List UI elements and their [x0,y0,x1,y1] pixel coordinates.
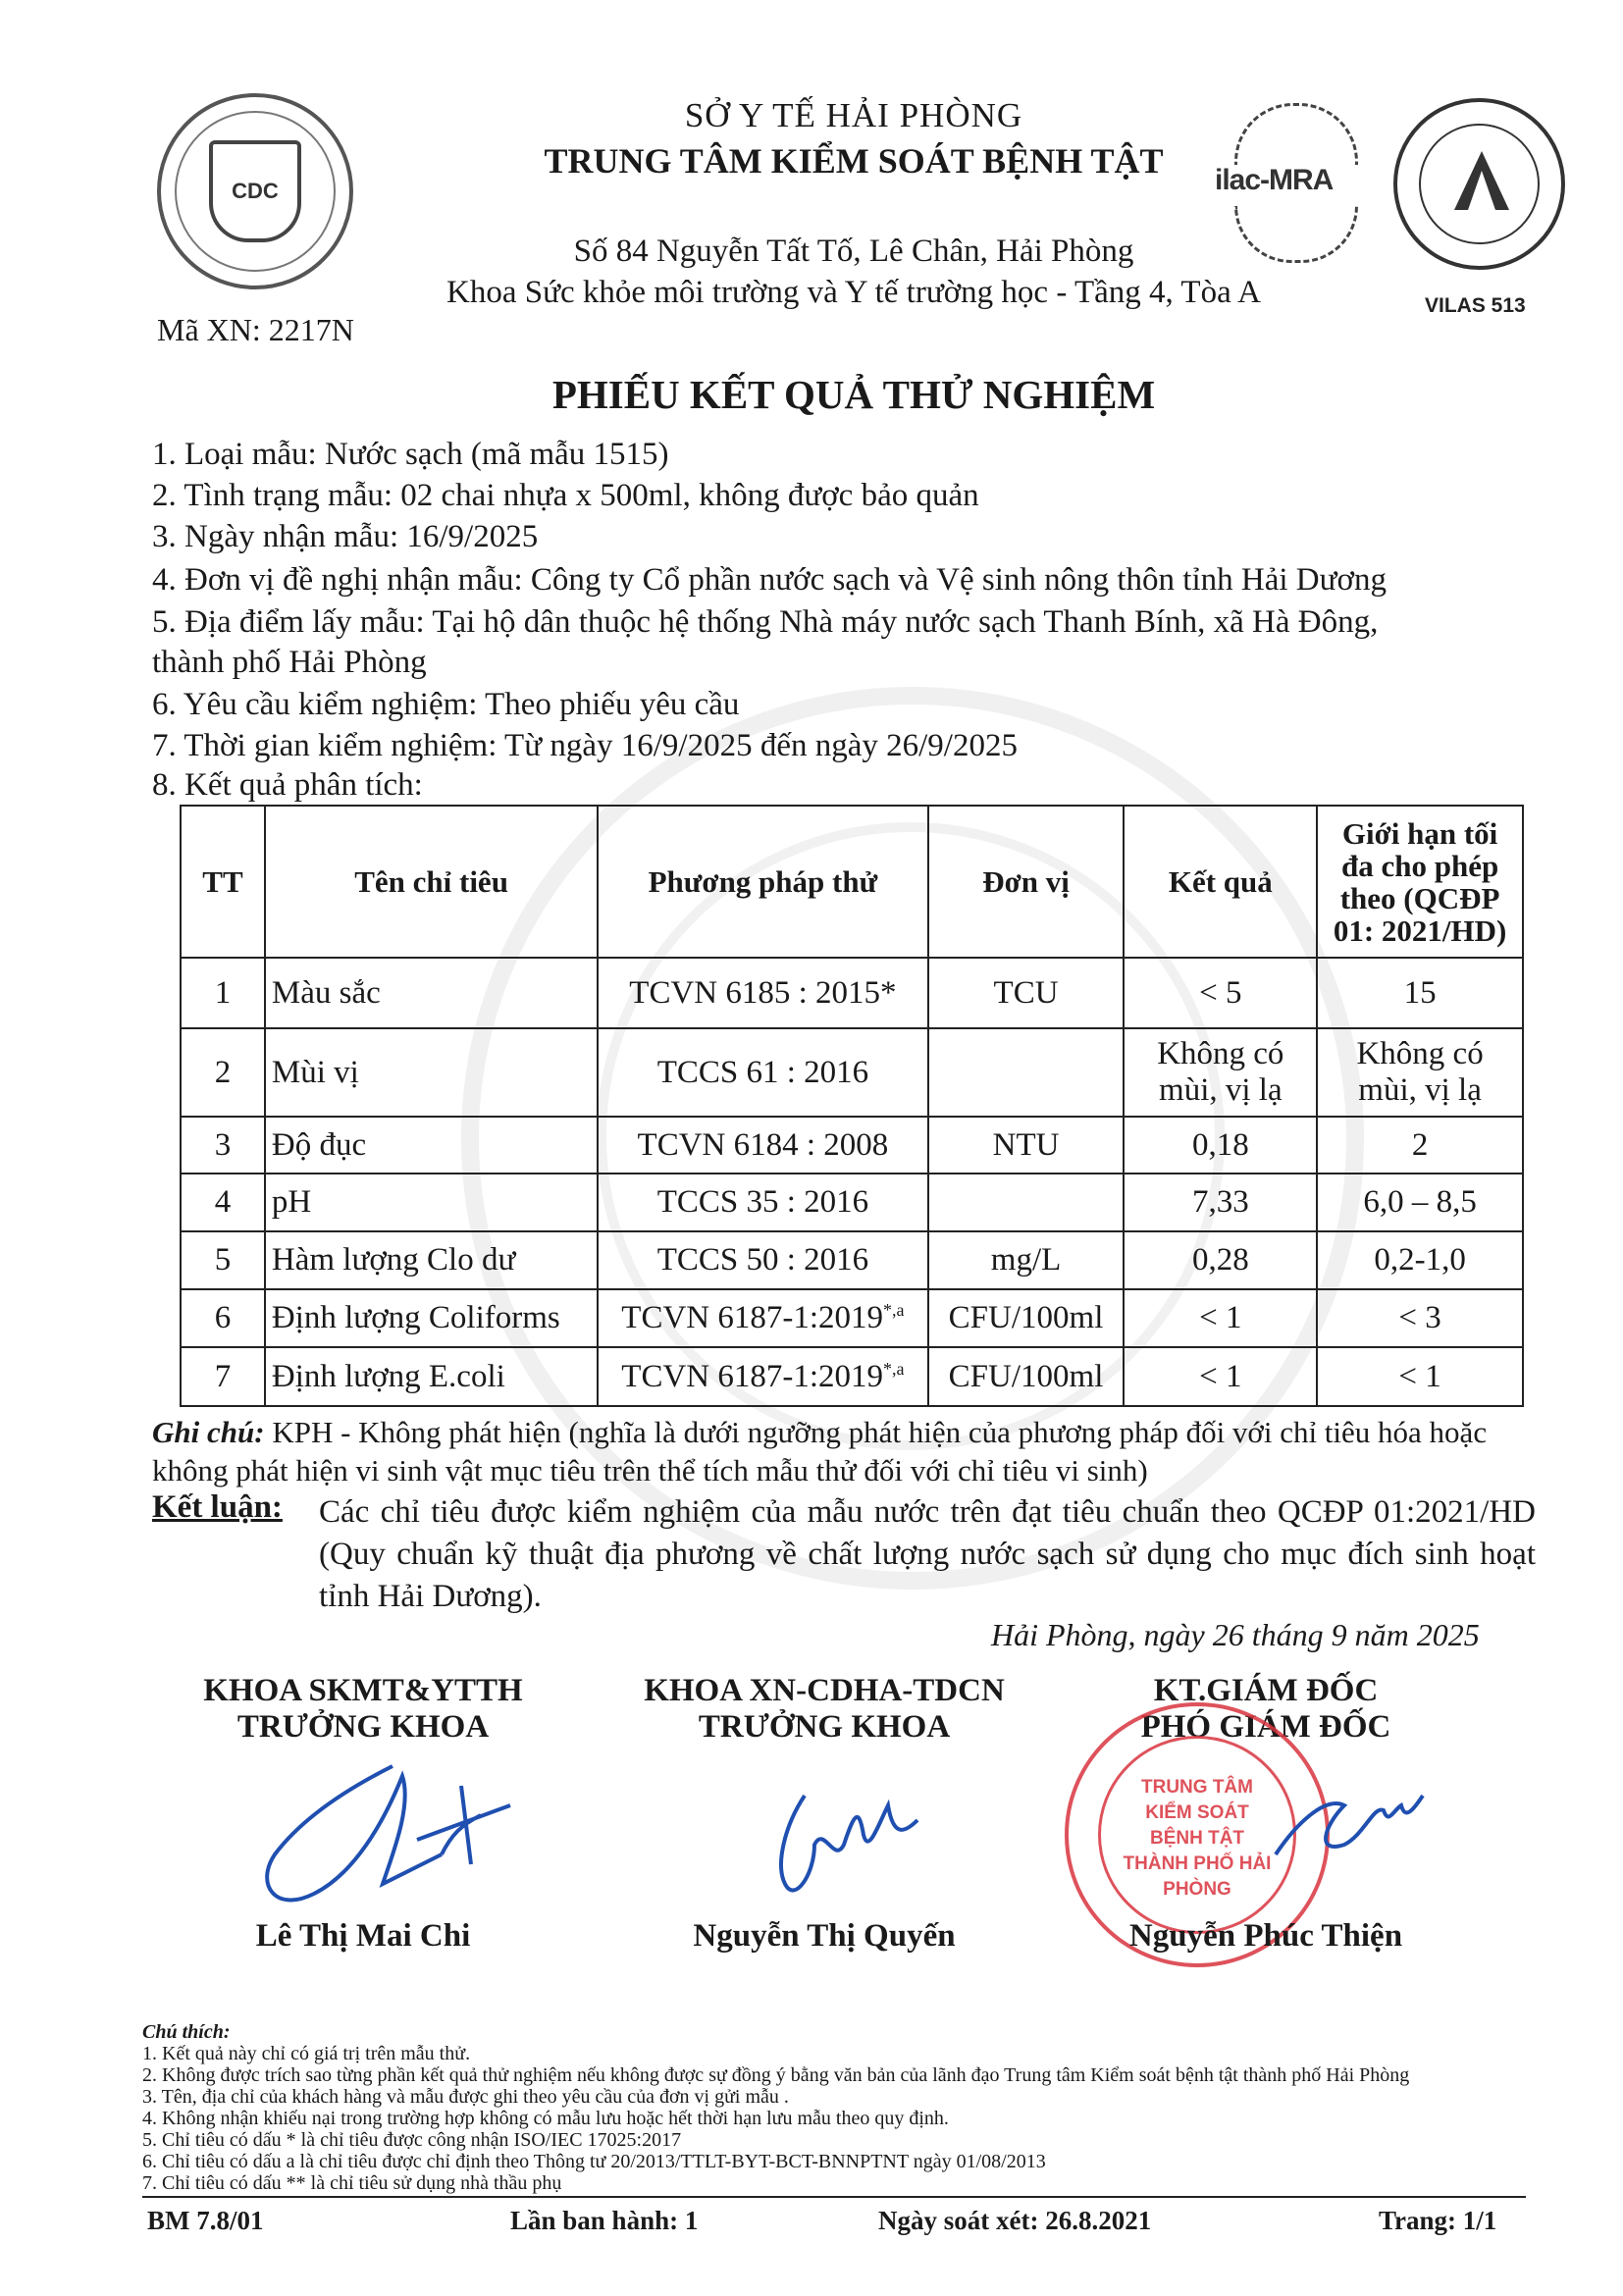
handwritten-signature-2 [746,1766,942,1913]
signature-block-3: KT.GIÁM ĐỐC PHÓ GIÁM ĐỐC [1140,1673,1391,1745]
ilac-mra-logo: ilac-MRA [1205,103,1382,270]
cell-name: Màu sắc [265,958,598,1028]
cell-tt: 1 [181,958,265,1028]
footer-divider [142,2196,1526,2198]
table-row [181,1231,1523,1289]
cell-unit [928,1174,1125,1231]
signatory-name-2: Nguyễn Thị Quyến [693,1918,956,1954]
cell-unit: CFU/100ml [928,1347,1125,1406]
address: Số 84 Nguyễn Tất Tố, Lê Chân, Hải Phòng [573,234,1134,269]
cell-limit: 6,0 – 8,5 [1317,1174,1523,1231]
header-tt: TT [181,806,265,958]
cell-result: < 1 [1124,1347,1317,1406]
document-title: PHIẾU KẾT QUẢ THỬ NGHIỆM [551,372,1156,417]
table-row [181,1028,1523,1117]
conclusion-label: Kết luận: [152,1489,283,1525]
cell-limit: < 1 [1317,1347,1523,1406]
cell-method: TCVN 6185 : 2015* [598,958,927,1028]
results-table [180,805,1524,1407]
footnote-item: 3. Tên, địa chỉ của khách hàng và mẫu được ghi theo yêu cầu của đơn vị gửi mẫu . [142,2086,789,2108]
cell-tt: 3 [181,1117,265,1174]
cell-result: 0,28 [1124,1231,1317,1289]
cell-tt: 2 [181,1028,265,1117]
cell-name: Hàm lượng Clo dư [265,1231,598,1289]
cell-tt: 7 [181,1347,265,1406]
cdc-shield-icon: CDC [209,140,301,242]
cell-unit [928,1028,1125,1117]
footnote-item: 5. Chỉ tiêu có dấu * là chỉ tiêu được công nhận ISO/IEC 17025:2017 [142,2129,682,2151]
cell-method: TCVN $6187-1:2019^{*,a}$ [598,1289,927,1347]
department-name: SỞ Y TẾ HẢI PHÒNG [684,96,1023,134]
cell-tt: 6 [181,1289,265,1347]
cell-unit: CFU/100ml [928,1289,1125,1347]
item-test-request: 6. Yêu cầu kiểm nghiệm: Theo phiếu yêu cầu [152,687,740,722]
footer-form-code: BM 7.8/01 [147,2206,264,2235]
cell-result: < 1 [1124,1289,1317,1347]
issue-date: Hải Phòng, ngày 26 tháng 9 năm 2025 [991,1617,1480,1652]
item-receive-date: 3. Ngày nhận mẫu: 16/9/2025 [152,519,539,554]
item-sample-condition: 2. Tình trạng mẫu: 02 chai nhựa x 500ml, không được bảo quản [152,478,979,513]
signature-block-1: KHOA SKMT&YTTH TRƯỞNG KHOA [203,1673,523,1745]
cell-name: Mùi vị [265,1028,598,1117]
cell-unit: mg/L [928,1231,1125,1289]
cell-name: Định lượng Coliforms [265,1289,598,1347]
footnote-item: 7. Chỉ tiêu có dấu ** là chỉ tiêu sử dụng nhà thầu phụ [142,2172,562,2194]
footnotes-heading: Chú thích: [142,2021,231,2043]
cell-name: pH [265,1174,598,1231]
table-header-row [181,806,1523,958]
table-row [181,958,1523,1028]
cell-method: TCCS 61 : 2016 [598,1028,927,1117]
signatory-name-1: Lê Thị Mai Chi [255,1918,471,1954]
footer-review-date: Ngày soát xét: 26.8.2021 [878,2206,1152,2235]
note: Ghi chú: KPH - Không phát hiện (nghĩa là dưới ngưỡng phát hiện của phương pháp đối với chỉ tiêu hóa hoặc không phát hiện vi sinh vật mục tiêu trên thể tích mẫu thử đối với chỉ tiêu vi sinh) [152,1415,1488,1487]
table-row [181,1347,1523,1406]
vilas-code: VILAS 513 [1425,294,1526,317]
header-name: Tên chỉ tiêu [265,806,598,958]
table-row [181,1117,1523,1174]
item-sample-type: 1. Loại mẫu: Nước sạch (mã mẫu 1515) [152,437,669,472]
cell-limit: Không có mùi, vị lạ [1317,1028,1523,1117]
cell-result: Không có mùi, vị lạ [1124,1028,1317,1117]
cell-method: TCVN $6187-1:2019^{*,a}$ [598,1347,927,1406]
faculty: Khoa Sức khỏe môi trường và Y tế trường học - Tầng 4, Tòa A [446,275,1261,310]
cell-method: TCCS 50 : 2016 [598,1231,927,1289]
cell-method: TCCS 35 : 2016 [598,1174,927,1231]
table-row [181,1174,1523,1231]
cell-limit: < 3 [1317,1289,1523,1347]
cell-unit: TCU [928,958,1125,1028]
header-limit: Giới hạn tối đa cho phép theo (QCĐP 01: 2021/HD) [1317,806,1523,958]
header-unit: Đơn vị [928,806,1125,958]
header-result: Kết quả [1124,806,1317,958]
footnote-item: 1. Kết quả này chỉ có giá trị trên mẫu thử. [142,2043,471,2064]
cell-tt: 4 [181,1174,265,1231]
cell-result: 0,18 [1124,1117,1317,1174]
handwritten-signature-3 [1256,1766,1433,1884]
cell-result: 7,33 [1124,1174,1317,1231]
footer-issue: Lần ban hành: 1 [510,2206,699,2235]
cell-limit: 2 [1317,1117,1523,1174]
cell-result: < 5 [1124,958,1317,1028]
item-sampling-location-cont: thành phố Hải Phòng [152,645,427,680]
cell-limit: 15 [1317,958,1523,1028]
cell-method: TCVN 6184 : 2008 [598,1117,927,1174]
footer-page: Trang: 1/1 [1379,2206,1497,2235]
cell-name: Định lượng E.coli [265,1347,598,1406]
table-row [181,1289,1523,1347]
cell-name: Độ đục [265,1117,598,1174]
item-sampling-location: 5. Địa điểm lấy mẫu: Tại hộ dân thuộc hệ thống Nhà máy nước sạch Thanh Bính, xã Hà Đông, [152,604,1379,640]
test-code: Mã XN: 2217N [157,312,354,347]
item-requesting-unit: 4. Đơn vị đề nghị nhận mẫu: Công ty Cổ phần nước sạch và Vệ sinh nông thôn tỉnh Hải Dương [152,562,1387,598]
cell-unit: NTU [928,1117,1125,1174]
signature-block-2: KHOA XN-CDHA-TDCN TRƯỞNG KHOA [644,1673,1005,1745]
organization-name: TRUNG TÂM KIỂM SOÁT BỆNH TẬT [544,141,1164,181]
item-test-period: 7. Thời gian kiểm nghiệm: Từ ngày 16/9/2025 đến ngày 26/9/2025 [152,728,1018,763]
signatory-name-3: Nguyễn Phúc Thiện [1128,1918,1403,1954]
footnote-item: 6. Chỉ tiêu có dấu a là chỉ tiêu được chỉ định theo Thông tư 20/2013/TTLT-BYT-BCT-BNNPTNT ngày 01/08/2013 [142,2151,1046,2172]
footnote-item: 4. Không nhận khiếu nại trong trường hợp không có mẫu lưu hoặc hết thời hạn lưu mẫu theo quy định. [142,2108,949,2129]
cell-limit: 0,2-1,0 [1317,1231,1523,1289]
handwritten-signature-1 [245,1747,540,1923]
item-analysis-results: 8. Kết quả phân tích: [152,767,423,803]
stamp-text: TRUNG TÂM KIỂM SOÁT BỆNH TẬT THÀNH PHỐ HẢI PHÒNG [1123,1777,1272,1900]
cell-tt: 5 [181,1231,265,1289]
conclusion-text: Các chỉ tiêu được kiểm nghiệm của mẫu nước trên đạt tiêu chuẩn theo QCĐP 01:2021/HD (Quy chuẩn kỹ thuật địa phương về chất lượng nước sạch sử dụng cho mục đích sinh hoạt tỉnh Hải Dương). [319,1494,1536,1614]
footnote-item: 2. Không được trích sao từng phần kết quả thử nghiệm nếu không được sự đồng ý bằng văn bản của lãnh đạo Trung tâm Kiểm soát bệnh tật thành phố Hải Phòng [142,2064,1410,2086]
header-method: Phương pháp thử [598,806,927,958]
